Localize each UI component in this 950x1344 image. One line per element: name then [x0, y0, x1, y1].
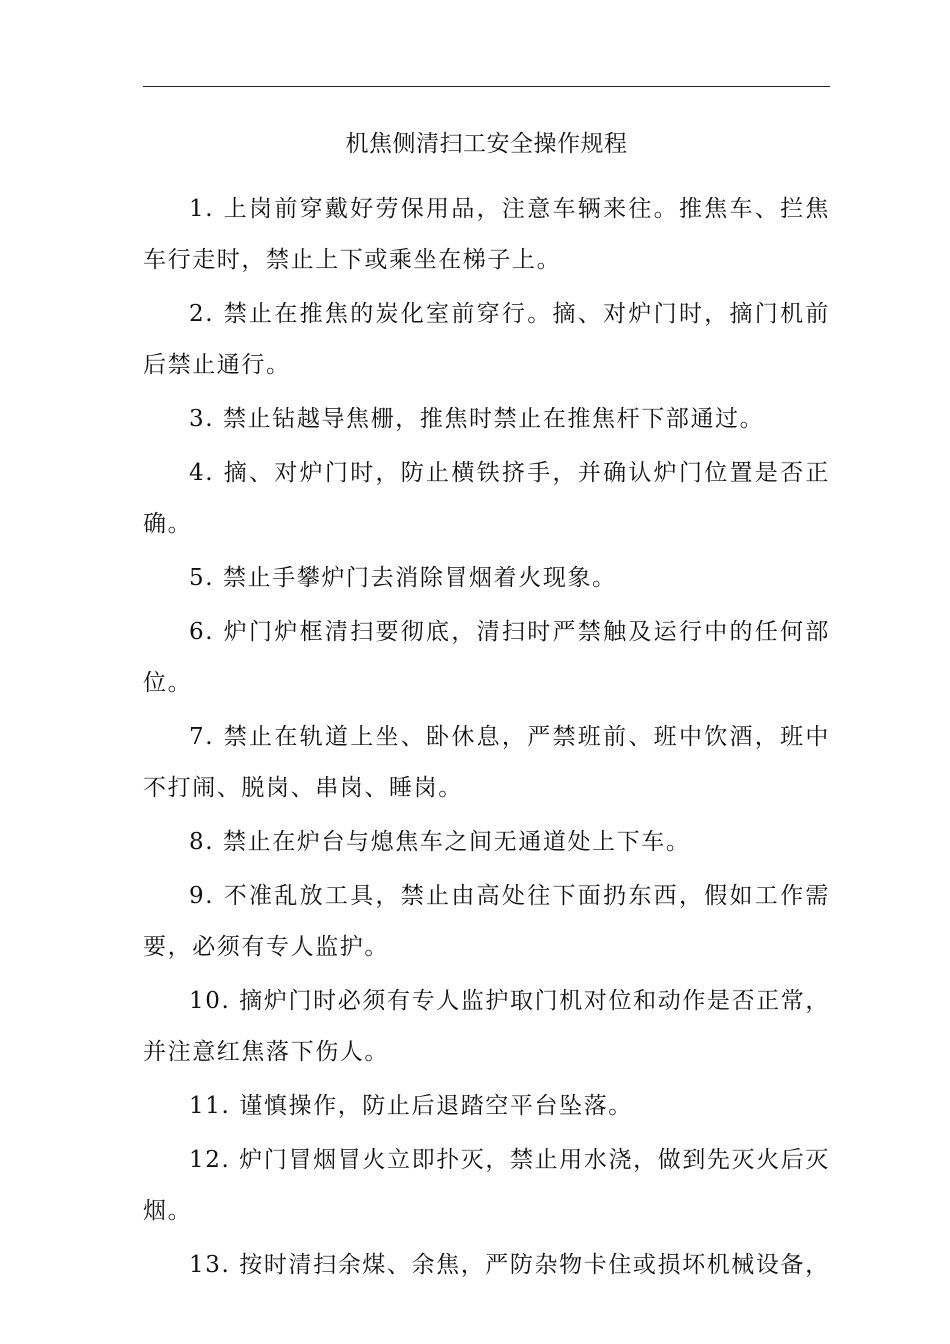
document-title: 机焦侧清扫工安全操作规程: [345, 131, 628, 157]
rule-item: 7. 禁止在轨道上坐、卧休息，严禁班前、班中饮酒，班中不打闹、脱岗、串岗、睡岗。: [143, 724, 830, 801]
rule-item: 6. 炉门炉框清扫要彻底，清扫时严禁触及运行中的任何部位。: [143, 619, 830, 696]
rule-item: 11. 谨慎操作，防止后退踏空平台坠落。: [189, 1093, 633, 1119]
rule-item: 4. 摘、对炉门时，防止横铁挤手，并确认炉门位置是否正确。: [143, 460, 830, 537]
rule-item: 10. 摘炉门时必须有专人监护取门机对位和动作是否正常，并注意红焦落下伤人。: [143, 988, 830, 1065]
rule-item: 5. 禁止手攀炉门去消除冒烟着火现象。: [189, 565, 617, 591]
rule-item: 8. 禁止在炉台与熄焦车之间无通道处上下车。: [189, 829, 691, 855]
rule-item: 12. 炉门冒烟冒火立即扑灭，禁止用水浇，做到先灭火后灭烟。: [143, 1147, 830, 1224]
rule-item: 13. 按时清扫余煤、余焦，严防杂物卡住或损坏机械设备，: [189, 1252, 830, 1278]
rule-item: 9. 不准乱放工具，禁止由高处往下面扔东西，假如工作需要，必须有专人监护。: [143, 883, 830, 960]
rules-list: [143, 184, 830, 1294]
header-rule: [143, 86, 830, 87]
rule-item: 2. 禁止在推焦的炭化室前穿行。摘、对炉门时，摘门机前后禁止通行。: [143, 301, 830, 378]
rule-item: 1. 上岗前穿戴好劳保用品，注意车辆来往。推焦车、拦焦车行走时，禁止上下或乘坐在梯子上。: [143, 196, 830, 273]
rule-item: 3. 禁止钻越导焦栅，推焦时禁止在推焦杆下部通过。: [189, 406, 765, 432]
